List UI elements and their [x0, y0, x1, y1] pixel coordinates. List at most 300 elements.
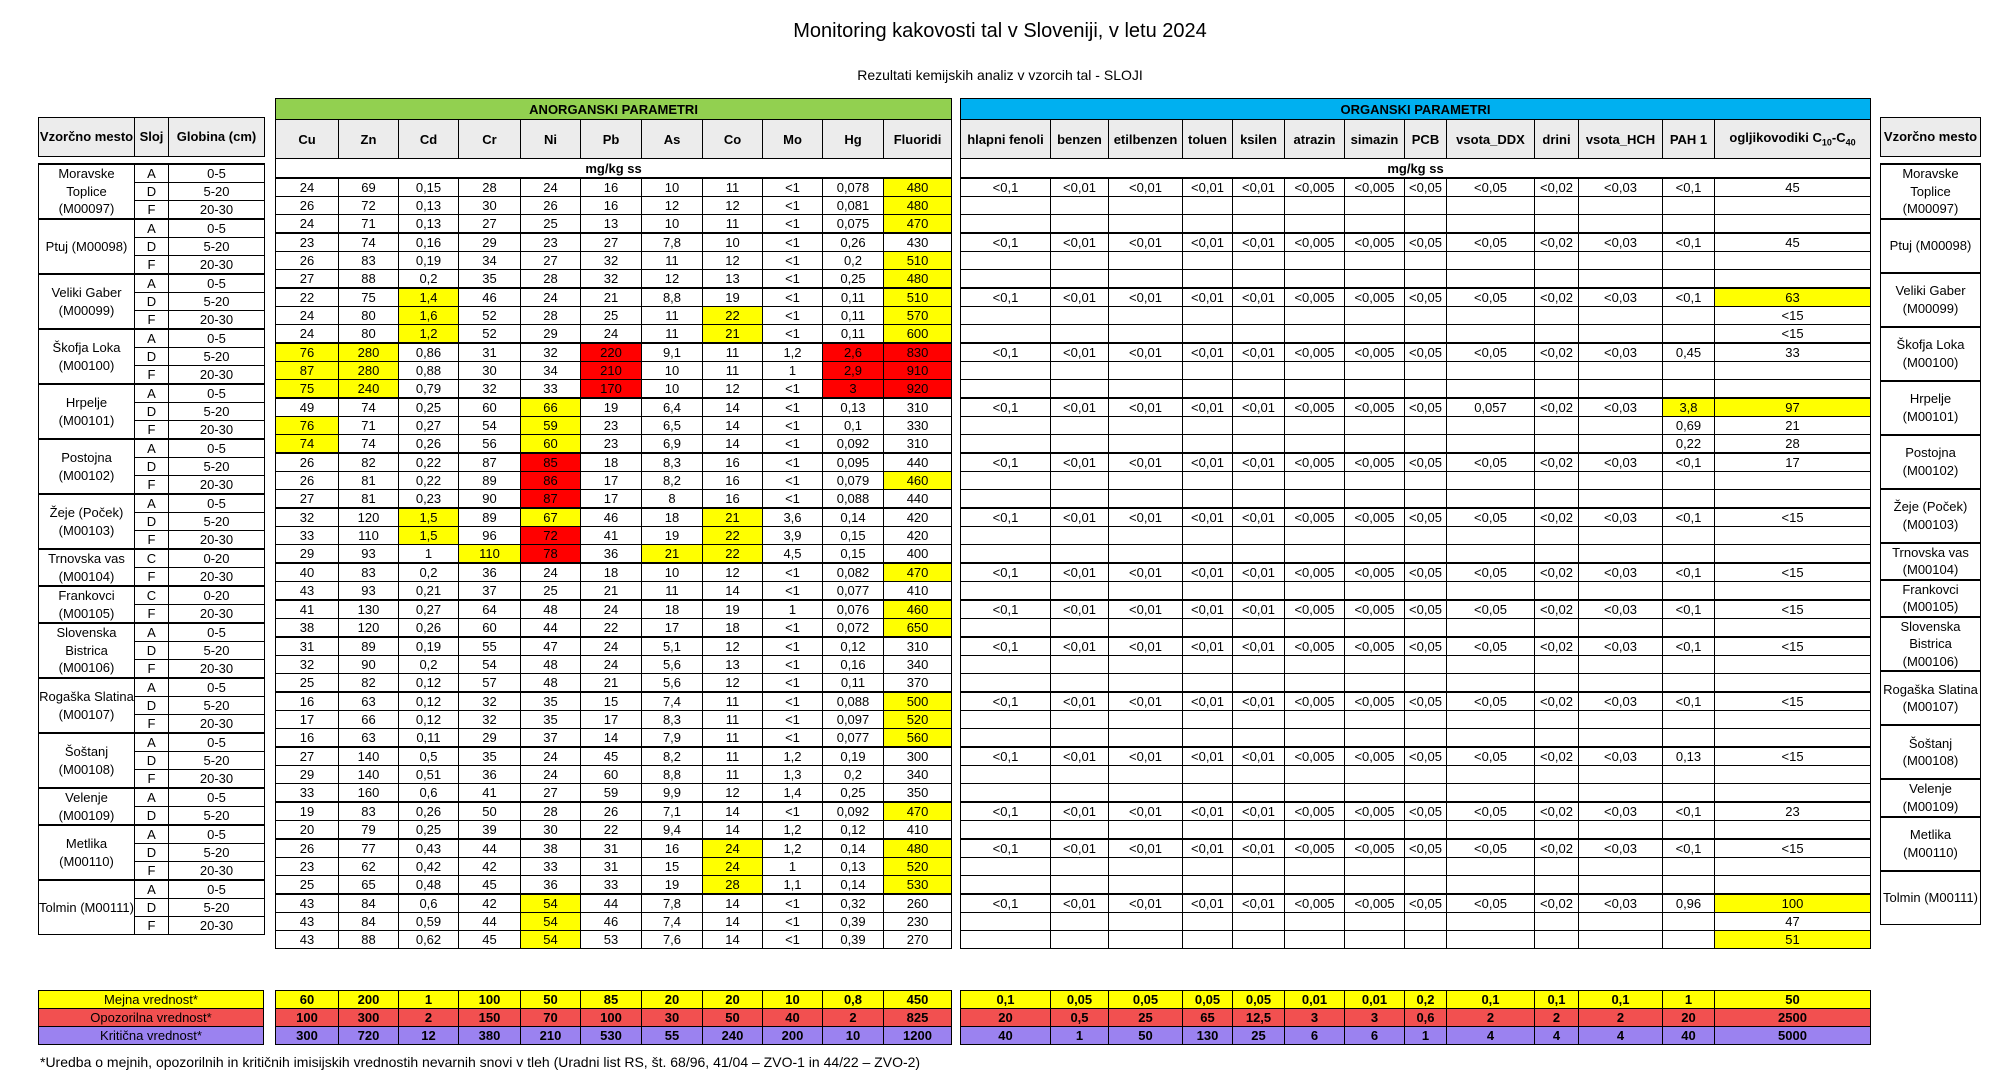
- limit-organic-value: 3: [1285, 1009, 1345, 1027]
- organic-value-cell: <0,02: [1535, 343, 1579, 362]
- organic-value-cell: [1535, 619, 1579, 638]
- limit-inorganic-value: 150: [459, 1009, 521, 1027]
- inorganic-value-cell: <1: [763, 417, 823, 435]
- organic-value-cell: [1233, 784, 1285, 803]
- inorganic-value-cell: 13: [703, 656, 763, 674]
- inorganic-value-cell: 17: [642, 619, 703, 638]
- inorganic-value-cell: 3,9: [763, 527, 823, 545]
- organic-value-cell: [1109, 913, 1183, 931]
- limit-inorganic-value: 100: [276, 1009, 339, 1027]
- inorganic-value-cell: 48: [521, 600, 581, 619]
- organic-value-cell: [1405, 215, 1447, 234]
- inorganic-value-cell: 14: [703, 582, 763, 601]
- limit-organic-value: 0,01: [1345, 991, 1405, 1009]
- organic-value-cell: <0,005: [1345, 178, 1405, 197]
- organic-value-cell: [1345, 472, 1405, 490]
- organic-value-cell: [1447, 858, 1535, 876]
- organic-value-cell: [961, 527, 1051, 545]
- inorganic-value-cell: 1,2: [763, 821, 823, 840]
- inorganic-value-cell: 24: [581, 600, 642, 619]
- site-name-right: Moravske Toplice (M00097): [1881, 164, 1981, 219]
- organic-value-cell: <0,005: [1285, 453, 1345, 472]
- column-header: Mo: [763, 120, 823, 159]
- organic-value-cell: [1285, 858, 1345, 876]
- inorganic-value-cell: 96: [459, 527, 521, 545]
- organic-value-cell: <0,02: [1535, 288, 1579, 307]
- inorganic-value-cell: 12: [703, 674, 763, 693]
- inorganic-value-cell: 0,5: [399, 747, 459, 766]
- organic-value-cell: <0,1: [961, 600, 1051, 619]
- site-name: Škofja Loka (M00100): [39, 329, 135, 384]
- inorganic-value-cell: 510: [884, 252, 952, 270]
- organic-value-cell: <0,03: [1579, 563, 1663, 582]
- organic-value-cell: <0,03: [1579, 288, 1663, 307]
- depth-cell: 5-20: [169, 403, 265, 421]
- inorganic-value-cell: 11: [703, 362, 763, 380]
- organic-value-cell: [1051, 582, 1109, 601]
- organic-value-cell: <0,01: [1109, 747, 1183, 766]
- inorganic-value-cell: 7,4: [642, 913, 703, 931]
- inorganic-value-cell: 1,4: [763, 784, 823, 803]
- organic-value-cell: [1447, 197, 1535, 215]
- inorganic-value-cell: 0,6: [399, 784, 459, 803]
- organic-value-cell: <0,005: [1345, 747, 1405, 766]
- depth-cell: 0-5: [169, 494, 265, 513]
- limit-inorganic-table: [275, 990, 952, 1045]
- inorganic-value-cell: 230: [884, 913, 952, 931]
- inorganic-value-cell: 46: [459, 288, 521, 307]
- inorganic-value-cell: 11: [703, 178, 763, 197]
- inorganic-value-cell: 7,8: [642, 233, 703, 252]
- inorganic-value-cell: 37: [521, 729, 581, 748]
- inorganic-value-cell: 480: [884, 197, 952, 215]
- organic-value-cell: [1447, 674, 1535, 693]
- organic-value-cell: [1663, 380, 1715, 399]
- organic-value-cell: [1109, 307, 1183, 325]
- inorganic-value-cell: 12: [642, 270, 703, 289]
- organic-value-cell: [1663, 270, 1715, 289]
- site-name-right: Metlika (M00110): [1881, 817, 1981, 871]
- site-name: Rogaška Slatina (M00107): [39, 678, 135, 733]
- inorganic-value-cell: 75: [339, 288, 399, 307]
- organic-value-cell: [961, 876, 1051, 895]
- organic-value-cell: [1345, 729, 1405, 748]
- inorganic-value-cell: 1,2: [763, 839, 823, 858]
- limit-inorganic-value: 10: [823, 1027, 884, 1045]
- column-header: Cd: [399, 120, 459, 159]
- depth-cell: 20-30: [169, 476, 265, 495]
- inorganic-value-cell: 8,8: [642, 288, 703, 307]
- organic-value-cell: <0,05: [1405, 600, 1447, 619]
- organic-value-cell: [1345, 931, 1405, 949]
- layer-cell: F: [135, 366, 169, 385]
- inorganic-value-cell: 24: [276, 307, 339, 325]
- organic-value-cell: [1285, 674, 1345, 693]
- organic-value-cell: [1447, 876, 1535, 895]
- organic-value-cell: [1109, 711, 1183, 729]
- organic-value-cell: <15: [1715, 637, 1871, 656]
- organic-value-cell: [1109, 362, 1183, 380]
- inorganic-value-cell: 25: [276, 674, 339, 693]
- inorganic-value-cell: 39: [459, 821, 521, 840]
- column-header: Cu: [276, 120, 339, 159]
- inorganic-value-cell: <1: [763, 931, 823, 949]
- layer-cell: D: [135, 899, 169, 917]
- organic-value-cell: [961, 472, 1051, 490]
- organic-value-cell: [1345, 417, 1405, 435]
- inorganic-value-cell: 0,078: [823, 178, 884, 197]
- inorganic-value-cell: 26: [276, 252, 339, 270]
- site-name-right: Rogaška Slatina (M00107): [1881, 671, 1981, 725]
- organic-value-cell: <0,01: [1183, 894, 1233, 913]
- inorganic-value-cell: 89: [459, 508, 521, 527]
- inorganic-value-cell: 32: [459, 692, 521, 711]
- limit-organic-value: 2: [1579, 1009, 1663, 1027]
- organic-value-cell: <0,01: [1109, 802, 1183, 821]
- inorganic-value-cell: 22: [703, 545, 763, 564]
- inorganic-value-cell: 0,1: [823, 417, 884, 435]
- inorganic-value-cell: 23: [276, 858, 339, 876]
- organic-value-cell: [1535, 674, 1579, 693]
- organic-value-cell: [1663, 876, 1715, 895]
- inorganic-value-cell: 67: [521, 508, 581, 527]
- organic-value-cell: [1405, 252, 1447, 270]
- inorganic-value-cell: 88: [339, 931, 399, 949]
- organic-value-cell: [1447, 307, 1535, 325]
- inorganic-value-cell: 5,6: [642, 656, 703, 674]
- organic-value-cell: [1233, 325, 1285, 344]
- organic-value-cell: <0,01: [1109, 398, 1183, 417]
- organic-value-cell: [1345, 766, 1405, 784]
- organic-value-cell: <0,005: [1345, 398, 1405, 417]
- organic-value-cell: [1535, 729, 1579, 748]
- organic-value-cell: [1285, 729, 1345, 748]
- inorganic-value-cell: 0,088: [823, 490, 884, 509]
- limit-inorganic-value: 450: [884, 991, 952, 1009]
- inorganic-value-cell: 1,1: [763, 876, 823, 895]
- organic-value-cell: [961, 362, 1051, 380]
- limit-organic-value: 20: [1663, 1009, 1715, 1027]
- inorganic-value-cell: 14: [703, 931, 763, 949]
- organic-value-cell: <0,01: [1233, 839, 1285, 858]
- inorganic-value-cell: 8,3: [642, 711, 703, 729]
- inorganic-value-cell: 21: [581, 288, 642, 307]
- depth-cell: 20-30: [169, 366, 265, 385]
- inorganic-value-cell: 0,27: [399, 600, 459, 619]
- organic-value-cell: <0,05: [1405, 178, 1447, 197]
- organic-value-cell: [961, 821, 1051, 840]
- column-header: atrazin: [1285, 120, 1345, 159]
- organic-value-cell: [1109, 270, 1183, 289]
- inorganic-value-cell: 24: [276, 215, 339, 234]
- organic-value-cell: [1405, 307, 1447, 325]
- inorganic-value-cell: 14: [703, 821, 763, 840]
- organic-value-cell: [1051, 545, 1109, 564]
- organic-value-cell: [1405, 380, 1447, 399]
- inorganic-value-cell: 0,39: [823, 931, 884, 949]
- inorganic-value-cell: 52: [459, 307, 521, 325]
- organic-value-cell: [1183, 252, 1233, 270]
- layer-cell: F: [135, 862, 169, 881]
- organic-value-cell: [1233, 876, 1285, 895]
- inorganic-value-cell: 18: [581, 453, 642, 472]
- inorganic-value-cell: 10: [703, 233, 763, 252]
- inorganic-value-cell: 370: [884, 674, 952, 693]
- layer-cell: A: [135, 623, 169, 642]
- organic-value-cell: [1579, 913, 1663, 931]
- inorganic-value-cell: 12: [703, 197, 763, 215]
- organic-value-cell: <15: [1715, 692, 1871, 711]
- organic-value-cell: <0,01: [1051, 233, 1109, 252]
- organic-value-cell: [1233, 674, 1285, 693]
- inorganic-value-cell: 140: [339, 747, 399, 766]
- inorganic-value-cell: 64: [459, 600, 521, 619]
- organic-value-cell: [1109, 435, 1183, 454]
- left-site-table: [38, 117, 265, 935]
- column-header: PAH 1: [1663, 120, 1715, 159]
- organic-value-cell: [1447, 821, 1535, 840]
- organic-value-cell: [1447, 545, 1535, 564]
- organic-value-cell: [1285, 362, 1345, 380]
- limit-inorganic-value: 40: [763, 1009, 823, 1027]
- organic-value-cell: [961, 619, 1051, 638]
- inorganic-value-cell: 0,13: [823, 398, 884, 417]
- organic-value-cell: [1183, 215, 1233, 234]
- organic-value-cell: <0,005: [1285, 839, 1345, 858]
- limit-organic-value: 0,2: [1405, 991, 1447, 1009]
- organic-value-cell: [1405, 619, 1447, 638]
- inorganic-value-cell: 0,076: [823, 600, 884, 619]
- organic-value-cell: [1285, 821, 1345, 840]
- inorganic-value-cell: 0,23: [399, 490, 459, 509]
- organic-value-cell: [1051, 215, 1109, 234]
- organic-value-cell: [1051, 876, 1109, 895]
- inorganic-value-cell: 9,4: [642, 821, 703, 840]
- inorganic-value-cell: 0,2: [823, 766, 884, 784]
- organic-value-cell: 45: [1715, 233, 1871, 252]
- organic-value-cell: [1345, 362, 1405, 380]
- layer-cell: A: [135, 439, 169, 458]
- organic-value-cell: [1233, 821, 1285, 840]
- inorganic-value-cell: 63: [339, 692, 399, 711]
- organic-value-cell: <0,05: [1405, 802, 1447, 821]
- organic-value-cell: [1405, 417, 1447, 435]
- organic-value-cell: [1663, 545, 1715, 564]
- organic-value-cell: [1715, 472, 1871, 490]
- inorganic-value-cell: 530: [884, 876, 952, 895]
- site-name-right: Žeje (Poček) (M00103): [1881, 489, 1981, 543]
- organic-value-cell: [1345, 490, 1405, 509]
- limit-inorganic-value: 10: [763, 991, 823, 1009]
- organic-value-cell: [1051, 674, 1109, 693]
- organic-value-cell: <0,03: [1579, 839, 1663, 858]
- inorganic-value-cell: 27: [276, 747, 339, 766]
- site-name: Trnovska vas (M00104): [39, 549, 135, 586]
- limit-inorganic-value: 240: [703, 1027, 763, 1045]
- inorganic-value-cell: 43: [276, 913, 339, 931]
- inorganic-value-cell: 910: [884, 362, 952, 380]
- organic-value-cell: [1109, 472, 1183, 490]
- organic-value-cell: [1447, 931, 1535, 949]
- inorganic-value-cell: 25: [521, 215, 581, 234]
- organic-value-cell: [1051, 325, 1109, 344]
- organic-value-cell: [1285, 197, 1345, 215]
- limit-inorganic-value: 100: [459, 991, 521, 1009]
- organic-value-cell: [1233, 858, 1285, 876]
- organic-value-cell: [1109, 784, 1183, 803]
- limit-inorganic-value: 60: [276, 991, 339, 1009]
- inorganic-value-cell: 32: [276, 508, 339, 527]
- inorganic-value-cell: 470: [884, 215, 952, 234]
- depth-cell: 0-5: [169, 164, 265, 183]
- organic-value-cell: [1109, 417, 1183, 435]
- layer-cell: D: [135, 844, 169, 862]
- limit-organic-value: 40: [961, 1027, 1051, 1045]
- organic-value-cell: [1663, 197, 1715, 215]
- organic-value-cell: [1405, 711, 1447, 729]
- depth-cell: 20-30: [169, 862, 265, 881]
- inorganic-value-cell: 0,12: [823, 637, 884, 656]
- organic-value-cell: [1663, 215, 1715, 234]
- organic-value-cell: [961, 197, 1051, 215]
- layer-cell: A: [135, 825, 169, 844]
- column-header: toluen: [1183, 120, 1233, 159]
- inorganic-value-cell: <1: [763, 490, 823, 509]
- limit-organic-value: 0,05: [1233, 991, 1285, 1009]
- organic-value-cell: <0,05: [1405, 288, 1447, 307]
- inorganic-value-cell: 1: [399, 545, 459, 564]
- inorganic-value-cell: 0,15: [399, 178, 459, 197]
- organic-value-cell: [1535, 417, 1579, 435]
- organic-value-cell: <0,1: [961, 692, 1051, 711]
- organic-value-cell: [1405, 913, 1447, 931]
- inorganic-value-cell: 830: [884, 343, 952, 362]
- inorganic-value-cell: 1,6: [399, 307, 459, 325]
- depth-cell: 5-20: [169, 899, 265, 917]
- inorganic-value-cell: 0,13: [399, 197, 459, 215]
- organic-value-cell: [1535, 197, 1579, 215]
- inorganic-value-cell: 38: [521, 839, 581, 858]
- inorganic-group-header: ANORGANSKI PARAMETRI: [276, 99, 952, 120]
- limit-organic-value: 0,05: [1051, 991, 1109, 1009]
- layer-cell: D: [135, 403, 169, 421]
- inorganic-value-cell: 44: [581, 894, 642, 913]
- organic-value-cell: <0,005: [1345, 343, 1405, 362]
- inorganic-value-cell: 18: [581, 563, 642, 582]
- organic-value-cell: <15: [1715, 508, 1871, 527]
- inorganic-value-cell: 74: [339, 398, 399, 417]
- inorganic-value-cell: 89: [459, 472, 521, 490]
- organic-value-cell: <0,01: [1183, 398, 1233, 417]
- inorganic-value-cell: 44: [521, 619, 581, 638]
- inorganic-value-cell: 19: [703, 600, 763, 619]
- layer-cell: F: [135, 256, 169, 275]
- inorganic-value-cell: 0,14: [823, 839, 884, 858]
- inorganic-value-cell: 27: [459, 215, 521, 234]
- organic-value-cell: <0,02: [1535, 398, 1579, 417]
- inorganic-value-cell: 33: [276, 527, 339, 545]
- organic-value-cell: [1233, 417, 1285, 435]
- organic-value-cell: <0,05: [1447, 637, 1535, 656]
- organic-value-cell: <0,01: [1233, 637, 1285, 656]
- inorganic-value-cell: 16: [581, 197, 642, 215]
- organic-value-cell: [1715, 674, 1871, 693]
- organic-value-cell: [1051, 656, 1109, 674]
- inorganic-value-cell: 29: [276, 766, 339, 784]
- organic-value-cell: [1579, 197, 1663, 215]
- inorganic-value-cell: 8,3: [642, 453, 703, 472]
- inorganic-value-cell: 0,092: [823, 802, 884, 821]
- limit-inorganic-value: 50: [521, 991, 581, 1009]
- inorganic-value-cell: 240: [339, 380, 399, 399]
- inorganic-value-cell: 0,11: [823, 674, 884, 693]
- organic-value-cell: [1233, 215, 1285, 234]
- organic-value-cell: [1109, 619, 1183, 638]
- organic-value-cell: <0,1: [961, 453, 1051, 472]
- organic-value-cell: [1345, 674, 1405, 693]
- inorganic-value-cell: 14: [703, 802, 763, 821]
- site-name: Moravske Toplice (M00097): [39, 164, 135, 219]
- depth-cell: 5-20: [169, 807, 265, 826]
- inorganic-value-cell: 11: [642, 582, 703, 601]
- depth-cell: 0-5: [169, 733, 265, 752]
- limit-inorganic-value: 50: [703, 1009, 763, 1027]
- layer-cell: A: [135, 219, 169, 238]
- organic-value-cell: [961, 215, 1051, 234]
- page-subtitle: Rezultati kemijskih analiz v vzorcih tal - SLOJI: [857, 67, 1143, 83]
- organic-value-cell: <0,005: [1345, 508, 1405, 527]
- organic-value-cell: [1405, 931, 1447, 949]
- limit-inorganic-value: 530: [581, 1027, 642, 1045]
- depth-cell: 20-30: [169, 568, 265, 587]
- inorganic-value-cell: 17: [581, 711, 642, 729]
- inorganic-value-cell: 83: [339, 252, 399, 270]
- inorganic-value-cell: <1: [763, 692, 823, 711]
- organic-value-cell: [1233, 619, 1285, 638]
- inorganic-value-cell: 90: [459, 490, 521, 509]
- depth-cell: 0-20: [169, 549, 265, 568]
- inorganic-value-cell: 24: [521, 288, 581, 307]
- organic-value-cell: [1715, 527, 1871, 545]
- organic-value-cell: <0,1: [961, 233, 1051, 252]
- organic-value-cell: [1715, 876, 1871, 895]
- organic-value-cell: [1183, 656, 1233, 674]
- inorganic-value-cell: 0,11: [823, 307, 884, 325]
- inorganic-value-cell: 93: [339, 545, 399, 564]
- organic-value-cell: [1051, 711, 1109, 729]
- organic-value-cell: <0,01: [1051, 563, 1109, 582]
- organic-value-cell: [1285, 270, 1345, 289]
- organic-value-cell: <0,1: [961, 398, 1051, 417]
- limit-inorganic-value: 100: [581, 1009, 642, 1027]
- column-header: Co: [703, 120, 763, 159]
- site-name-right: Velenje (M00109): [1881, 779, 1981, 816]
- inorganic-value-cell: 45: [459, 876, 521, 895]
- organic-value-cell: [1345, 784, 1405, 803]
- organic-value-cell: [1345, 197, 1405, 215]
- organic-value-cell: <0,01: [1183, 178, 1233, 197]
- organic-value-cell: [1183, 527, 1233, 545]
- organic-value-cell: [1535, 711, 1579, 729]
- inorganic-value-cell: 0,32: [823, 894, 884, 913]
- inorganic-value-cell: 46: [581, 508, 642, 527]
- inorganic-value-cell: 10: [642, 178, 703, 197]
- organic-value-cell: <0,05: [1447, 233, 1535, 252]
- organic-value-cell: [1663, 784, 1715, 803]
- inorganic-value-cell: 47: [521, 637, 581, 656]
- inorganic-value-cell: 45: [459, 931, 521, 949]
- organic-value-cell: 47: [1715, 913, 1871, 931]
